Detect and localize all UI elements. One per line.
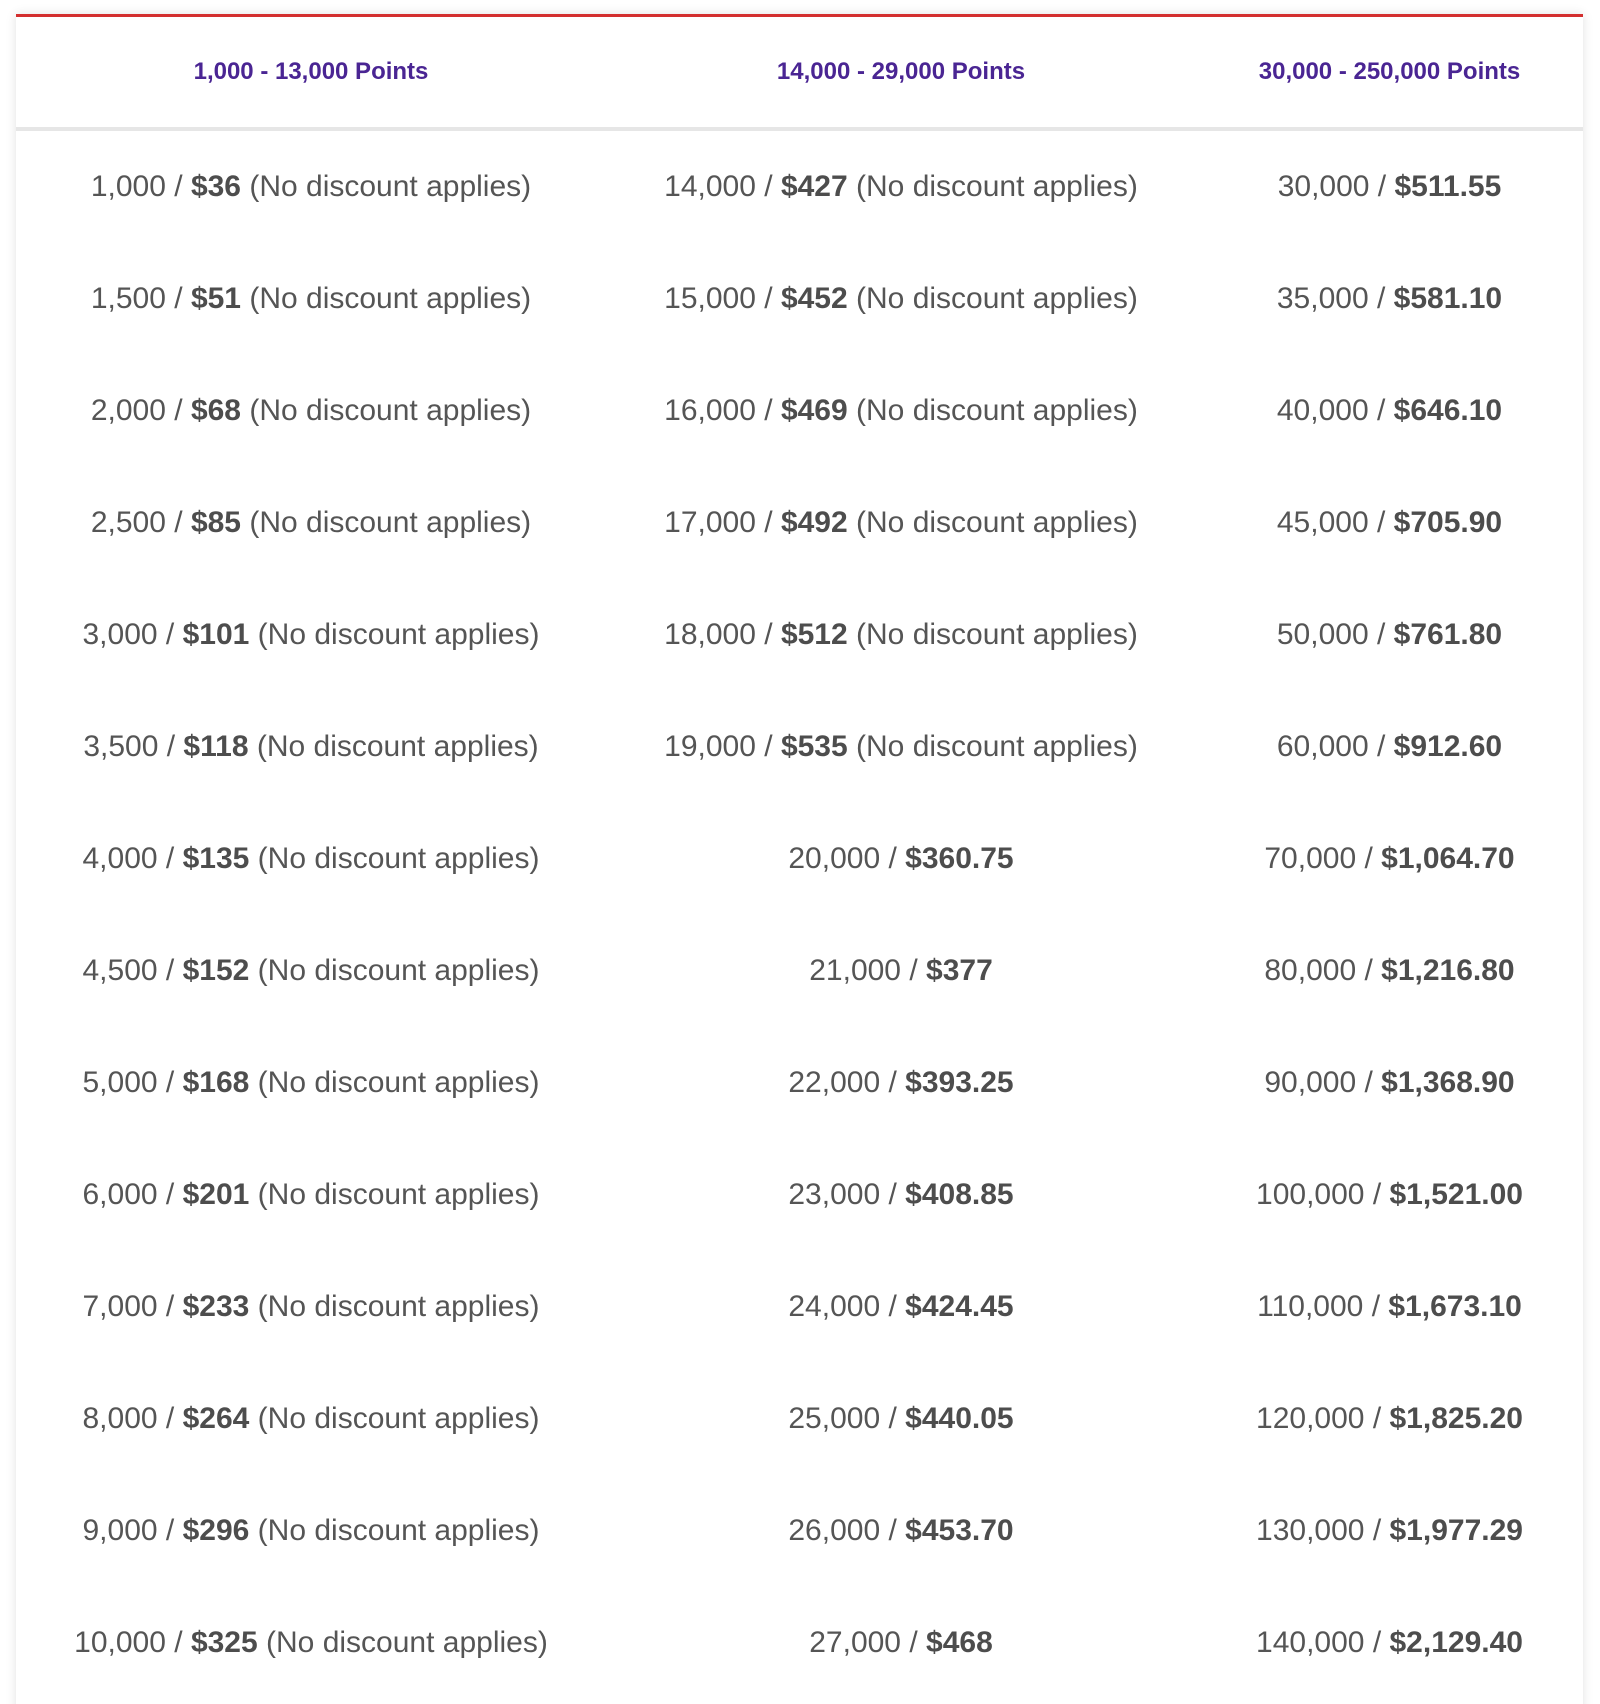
separator: / bbox=[157, 1290, 183, 1323]
price-cell bbox=[606, 467, 1196, 579]
header-row bbox=[16, 17, 1583, 129]
price-amount: $118 bbox=[183, 730, 249, 763]
price-cell bbox=[1196, 1251, 1583, 1363]
price-amount: $492 bbox=[780, 506, 848, 539]
discount-note: (No discount applies) bbox=[249, 954, 540, 987]
price-cell bbox=[606, 579, 1196, 691]
separator: / bbox=[1368, 730, 1394, 763]
points-amount: 8,000 bbox=[82, 1402, 158, 1435]
points-amount: 1,500 bbox=[90, 282, 166, 315]
points-amount: 1,000 bbox=[90, 170, 166, 203]
points-amount: 19,000 bbox=[664, 730, 756, 763]
price-amount: $377 bbox=[926, 954, 993, 987]
points-amount: 16,000 bbox=[664, 394, 756, 427]
discount-note: (No discount applies) bbox=[241, 506, 532, 539]
table-row bbox=[16, 1363, 1583, 1475]
separator: / bbox=[157, 1178, 183, 1211]
points-amount: 23,000 bbox=[788, 1178, 881, 1211]
points-amount: 45,000 bbox=[1276, 506, 1369, 539]
table-row bbox=[16, 243, 1583, 355]
price-amount: $424.45 bbox=[905, 1290, 1014, 1323]
price-amount: $512 bbox=[780, 618, 848, 651]
price-amount: $453.70 bbox=[905, 1514, 1014, 1547]
points-amount: 6,000 bbox=[82, 1178, 158, 1211]
points-amount: 15,000 bbox=[664, 282, 756, 315]
discount-note: (No discount applies) bbox=[249, 1514, 540, 1547]
separator: / bbox=[157, 842, 183, 875]
points-amount: 50,000 bbox=[1276, 618, 1369, 651]
separator: / bbox=[755, 730, 781, 763]
points-amount: 140,000 bbox=[1256, 1626, 1365, 1659]
price-cell bbox=[606, 1363, 1196, 1475]
points-amount: 40,000 bbox=[1276, 394, 1369, 427]
points-amount: 10,000 bbox=[74, 1626, 166, 1659]
pricing-card bbox=[16, 14, 1583, 1704]
table-body bbox=[16, 129, 1583, 1699]
price-cell bbox=[1196, 243, 1583, 355]
price-cell bbox=[1196, 1475, 1583, 1587]
table-row bbox=[16, 1475, 1583, 1587]
table-row bbox=[16, 1139, 1583, 1251]
discount-note: (No discount applies) bbox=[249, 618, 540, 651]
points-amount: 2,000 bbox=[90, 394, 166, 427]
points-amount: 17,000 bbox=[664, 506, 756, 539]
price-cell bbox=[1196, 129, 1583, 243]
points-amount: 30,000 bbox=[1277, 170, 1370, 203]
price-cell bbox=[16, 691, 606, 803]
price-cell bbox=[16, 129, 606, 243]
price-amount: $452 bbox=[780, 282, 848, 315]
discount-note: (No discount applies) bbox=[257, 1626, 548, 1659]
points-amount: 2,500 bbox=[90, 506, 166, 539]
price-amount: $360.75 bbox=[905, 842, 1014, 875]
points-amount: 22,000 bbox=[788, 1066, 881, 1099]
price-cell bbox=[16, 1363, 606, 1475]
separator: / bbox=[1356, 954, 1382, 987]
price-amount: $264 bbox=[182, 1402, 250, 1435]
discount-note: (No discount applies) bbox=[241, 394, 532, 427]
table-row bbox=[16, 579, 1583, 691]
separator: / bbox=[880, 1402, 906, 1435]
price-cell bbox=[16, 243, 606, 355]
discount-note: (No discount applies) bbox=[241, 170, 532, 203]
separator: / bbox=[880, 1066, 906, 1099]
points-amount: 3,000 bbox=[82, 618, 158, 651]
discount-note: (No discount applies) bbox=[847, 394, 1138, 427]
points-amount: 7,000 bbox=[82, 1290, 158, 1323]
separator: / bbox=[1368, 618, 1394, 651]
separator: / bbox=[1369, 170, 1395, 203]
separator: / bbox=[755, 282, 781, 315]
separator: / bbox=[1364, 1402, 1390, 1435]
price-amount: $101 bbox=[182, 618, 250, 651]
price-cell bbox=[16, 803, 606, 915]
separator: / bbox=[1363, 1290, 1389, 1323]
price-amount: $761.80 bbox=[1393, 618, 1503, 651]
price-amount: $408.85 bbox=[905, 1178, 1014, 1211]
price-amount: $393.25 bbox=[905, 1066, 1014, 1099]
points-amount: 130,000 bbox=[1256, 1514, 1365, 1547]
separator: / bbox=[1356, 842, 1382, 875]
separator: / bbox=[157, 1514, 183, 1547]
price-cell bbox=[606, 1475, 1196, 1587]
price-cell bbox=[606, 355, 1196, 467]
price-cell bbox=[1196, 915, 1583, 1027]
price-amount: $2,129.40 bbox=[1389, 1626, 1523, 1659]
price-cell bbox=[16, 467, 606, 579]
separator: / bbox=[157, 954, 183, 987]
separator: / bbox=[165, 506, 191, 539]
discount-note: (No discount applies) bbox=[249, 1402, 540, 1435]
table-row bbox=[16, 691, 1583, 803]
separator: / bbox=[165, 394, 191, 427]
price-amount: $581.10 bbox=[1393, 282, 1503, 315]
points-pricing-table bbox=[16, 17, 1583, 1699]
column-header-tier-2: 14,000 - 29,000 Points bbox=[606, 17, 1196, 129]
price-amount: $135 bbox=[182, 842, 250, 875]
price-amount: $201 bbox=[182, 1178, 250, 1211]
price-amount: $36 bbox=[190, 170, 241, 203]
separator: / bbox=[1364, 1178, 1390, 1211]
points-amount: 90,000 bbox=[1264, 1066, 1357, 1099]
points-amount: 27,000 bbox=[809, 1626, 901, 1659]
price-amount: $646.10 bbox=[1393, 394, 1503, 427]
separator: / bbox=[880, 1178, 906, 1211]
column-header-tier-3: 30,000 - 250,000 Points bbox=[1196, 17, 1583, 129]
separator: / bbox=[755, 170, 781, 203]
table-row bbox=[16, 467, 1583, 579]
separator: / bbox=[1368, 506, 1394, 539]
price-amount: $511.55 bbox=[1394, 170, 1502, 203]
table-header bbox=[16, 17, 1583, 129]
price-amount: $51 bbox=[190, 282, 241, 315]
price-amount: $469 bbox=[780, 394, 848, 427]
price-cell bbox=[606, 1587, 1196, 1699]
price-cell bbox=[16, 1139, 606, 1251]
points-amount: 25,000 bbox=[788, 1402, 881, 1435]
separator: / bbox=[901, 954, 927, 987]
separator: / bbox=[755, 618, 781, 651]
price-cell bbox=[16, 355, 606, 467]
price-cell bbox=[1196, 1363, 1583, 1475]
separator: / bbox=[157, 1066, 183, 1099]
price-cell bbox=[1196, 467, 1583, 579]
price-amount: $1,368.90 bbox=[1381, 1066, 1515, 1099]
separator: / bbox=[158, 730, 184, 763]
discount-note: (No discount applies) bbox=[847, 506, 1138, 539]
separator: / bbox=[165, 282, 191, 315]
points-amount: 35,000 bbox=[1276, 282, 1369, 315]
points-amount: 9,000 bbox=[82, 1514, 158, 1547]
discount-note: (No discount applies) bbox=[847, 170, 1138, 203]
discount-note: (No discount applies) bbox=[847, 618, 1138, 651]
price-amount: $1,216.80 bbox=[1381, 954, 1515, 987]
table-row bbox=[16, 803, 1583, 915]
price-amount: $85 bbox=[190, 506, 241, 539]
price-amount: $296 bbox=[182, 1514, 250, 1547]
discount-note: (No discount applies) bbox=[847, 730, 1138, 763]
points-amount: 5,000 bbox=[82, 1066, 158, 1099]
separator: / bbox=[755, 506, 781, 539]
separator: / bbox=[157, 618, 183, 651]
price-amount: $705.90 bbox=[1393, 506, 1503, 539]
points-amount: 4,000 bbox=[82, 842, 158, 875]
separator: / bbox=[1368, 394, 1394, 427]
price-cell bbox=[606, 243, 1196, 355]
points-amount: 60,000 bbox=[1276, 730, 1369, 763]
price-cell bbox=[16, 579, 606, 691]
price-amount: $1,825.20 bbox=[1389, 1402, 1523, 1435]
points-amount: 3,500 bbox=[83, 730, 159, 763]
points-amount: 4,500 bbox=[82, 954, 158, 987]
points-amount: 70,000 bbox=[1264, 842, 1357, 875]
price-amount: $168 bbox=[182, 1066, 250, 1099]
points-amount: 18,000 bbox=[664, 618, 756, 651]
points-amount: 14,000 bbox=[664, 170, 756, 203]
price-cell bbox=[16, 1251, 606, 1363]
price-cell bbox=[606, 915, 1196, 1027]
price-cell bbox=[606, 1251, 1196, 1363]
price-cell bbox=[606, 1027, 1196, 1139]
price-cell bbox=[1196, 579, 1583, 691]
separator: / bbox=[880, 1514, 906, 1547]
discount-note: (No discount applies) bbox=[249, 1066, 540, 1099]
points-amount: 80,000 bbox=[1264, 954, 1357, 987]
table-row bbox=[16, 915, 1583, 1027]
points-amount: 120,000 bbox=[1256, 1402, 1365, 1435]
discount-note: (No discount applies) bbox=[249, 1290, 540, 1323]
price-amount: $1,521.00 bbox=[1389, 1178, 1523, 1211]
price-amount: $468 bbox=[926, 1626, 993, 1659]
separator: / bbox=[880, 1290, 906, 1323]
table-row bbox=[16, 129, 1583, 243]
price-amount: $427 bbox=[780, 170, 848, 203]
separator: / bbox=[901, 1626, 927, 1659]
price-cell bbox=[606, 691, 1196, 803]
price-cell bbox=[606, 129, 1196, 243]
price-amount: $440.05 bbox=[905, 1402, 1014, 1435]
separator: / bbox=[755, 394, 781, 427]
price-cell bbox=[1196, 691, 1583, 803]
points-amount: 110,000 bbox=[1257, 1290, 1364, 1323]
price-cell bbox=[606, 1139, 1196, 1251]
price-amount: $535 bbox=[780, 730, 848, 763]
separator: / bbox=[1364, 1514, 1390, 1547]
table-row bbox=[16, 1027, 1583, 1139]
price-amount: $325 bbox=[190, 1626, 258, 1659]
separator: / bbox=[1368, 282, 1394, 315]
points-amount: 21,000 bbox=[809, 954, 901, 987]
table-row bbox=[16, 1251, 1583, 1363]
price-amount: $68 bbox=[190, 394, 241, 427]
separator: / bbox=[1356, 1066, 1382, 1099]
discount-note: (No discount applies) bbox=[249, 842, 540, 875]
separator: / bbox=[165, 1626, 191, 1659]
price-cell bbox=[1196, 355, 1583, 467]
price-cell bbox=[16, 1475, 606, 1587]
column-header-tier-1: 1,000 - 13,000 Points bbox=[16, 17, 606, 129]
points-amount: 20,000 bbox=[788, 842, 881, 875]
price-cell bbox=[1196, 803, 1583, 915]
table-row bbox=[16, 1587, 1583, 1699]
price-cell bbox=[1196, 1139, 1583, 1251]
separator: / bbox=[880, 842, 906, 875]
points-amount: 24,000 bbox=[788, 1290, 881, 1323]
points-amount: 100,000 bbox=[1256, 1178, 1365, 1211]
price-cell bbox=[16, 915, 606, 1027]
discount-note: (No discount applies) bbox=[249, 1178, 540, 1211]
price-amount: $1,064.70 bbox=[1381, 842, 1515, 875]
price-cell bbox=[1196, 1027, 1583, 1139]
price-amount: $1,977.29 bbox=[1389, 1514, 1523, 1547]
price-amount: $152 bbox=[182, 954, 250, 987]
discount-note: (No discount applies) bbox=[847, 282, 1138, 315]
separator: / bbox=[1364, 1626, 1390, 1659]
price-amount: $912.60 bbox=[1393, 730, 1503, 763]
price-cell bbox=[1196, 1587, 1583, 1699]
price-cell bbox=[16, 1587, 606, 1699]
table-row bbox=[16, 355, 1583, 467]
points-amount: 26,000 bbox=[788, 1514, 881, 1547]
price-cell bbox=[606, 803, 1196, 915]
separator: / bbox=[165, 170, 191, 203]
separator: / bbox=[157, 1402, 183, 1435]
discount-note: (No discount applies) bbox=[248, 730, 539, 763]
discount-note: (No discount applies) bbox=[241, 282, 532, 315]
price-amount: $1,673.10 bbox=[1388, 1290, 1522, 1323]
price-amount: $233 bbox=[182, 1290, 250, 1323]
price-cell bbox=[16, 1027, 606, 1139]
